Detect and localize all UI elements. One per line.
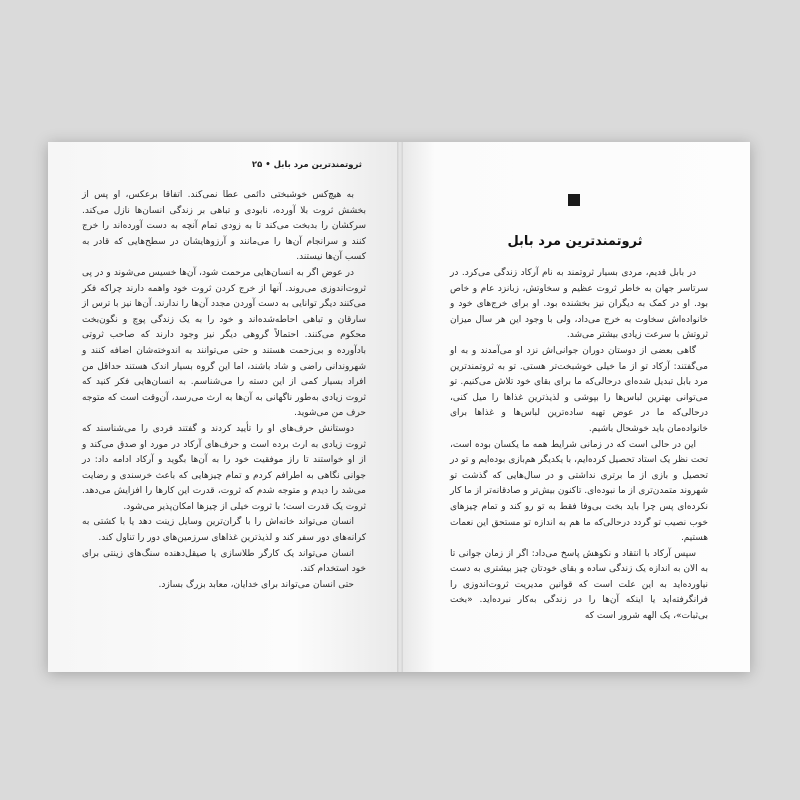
- paragraph: این در حالی است که در زمانی شرایط همه ما یکسان بوده است، تحت نظر یک استاد تحصیل کرده‌ایم، با یکدیگر هم‌بازی بوده‌ایم و تو در تحصیل و بازی از ما برتری نداشتی و در سال‌هایی که گذشت تو شهروند متمدن‌تری از ما نبوده‌ای. تاکنون بیش‌تر و صادقانه‌تر از ما کار نکرده‌ای پس چرا باید بخت بی‌وفا فقط به تو رو کند و تمام چیزهای خوب نصیب تو گردد درحالی‌که ما هم به اندازه تو مستحق این نعمات هستیم.: [450, 439, 708, 544]
- paragraph: در عوض اگر به انسان‌هایی مرحمت شود، آن‌ها خسیس می‌شوند و در پی ثروت‌اندوزی می‌روند. آنها از خرج کردن ثروت خود واهمه دارند چراکه فکر می‌کنند دیگر توانایی به دست آوردن مجدد آن‌ها را ندارند. آن‌ها نیز با ترس از سارقان و تباهی احاطه‌شده‌اند و خود را به یک زندگی پوچ و نگون‌بخت محکوم می‌کنند. احتمالاً گروهی دیگر نیز وجود دارند که صاحب ثروتی بادآورده و بی‌زحمت هستند و حتی می‌توانند به اندوخته‌شان اضافه کنند و شهروندانی راضی و شاد باشند، اما این گروه بسیار اندک هستند حداقل من افراد بسیار کمی از این دسته را می‌شناسم. به انسان‌هایی فکر کنید که ثروت زیادی به‌طور ناگهانی به آن‌ها به ارث می‌رسد، آن‌وقت است که متوجه حرف من می‌شوید.: [82, 267, 366, 419]
- paragraph: در بابل قدیم، مردی بسیار ثروتمند به نام آرکاد زندگی می‌کرد. در سرتاسر جهان به خاطر ثروت عظیم و سخاوتش، زبانزد عام و خاص بود. او در کمک به دیگران نیز بخشنده بود. او برای خرج‌های خود و خانواده‌اش سخاوت به خرج می‌داد، ولی با وجود این هر سال میزان ثروتش با سرعت زیادی بیشتر می‌شد.: [450, 268, 708, 341]
- right-page-body: [450, 266, 708, 625]
- paragraph: انسان می‌تواند یک کارگر طلاسازی یا صیقل‌دهنده سنگ‌های زینتی برای خود استخدام کند.: [82, 548, 366, 575]
- page-header: ثروتمندترین مرد بابل • ۲۵: [251, 160, 362, 170]
- open-book: [48, 142, 750, 672]
- chapter-title: ثروتمندترین مرد بابل: [507, 234, 643, 249]
- paragraph: به هیچ‌کس خوشبختی دائمی عطا نمی‌کند. اتفاقا برعکس، او پس از بخشش ثروت بلا آورده، نابودی و تباهی بر زندگی انسان‌ها نازل می‌کند. سرکشان را بدبخت می‌کند تا به زودی تمام آنچه به دست آورده‌اند را خرج کنند و سرانجام آن‌ها را می‌مانند و آرزوهایشان در سطح‌هایی که قادر به کسب آن‌ها نیستند.: [82, 190, 366, 263]
- paragraph: حتی انسان می‌تواند برای خدایان، معابد بزرگ بسازد.: [158, 579, 354, 590]
- left-page: [48, 142, 400, 672]
- chapter-square-icon: [568, 194, 580, 206]
- paragraph: انسان می‌تواند خانه‌اش را با گران‌ترین وسایل زینت دهد یا با کشتی به کرانه‌های دور سفر کند و لذیذترین غذاهای سرزمین‌های دور را تناول کند.: [82, 517, 366, 544]
- left-page-body: [82, 188, 366, 593]
- paragraph: دوستانش حرف‌های او را تأیید کردند و گفتند فردی را می‌شناسند که ثروت زیادی به ارث برده است و حرف‌های آرکاد در مورد او صدق می‌کند و از او خواستند تا راز موفقیت خود را به آن‌ها بگوید و آرکاد ادامه داد: در جوانی نگاهی به اطرافم کردم و تمام چیزهایی که باعث خرسندی و رضایت می‌شد را دیدم و متوجه شدم که ثروت، قدرت این کارها را افزایش می‌دهد. ثروت یک قدرت است؛ با ثروت خیلی از چیزها امکان‌پذیر می‌شود.: [82, 423, 366, 512]
- right-page: [400, 142, 750, 672]
- book-spine: [397, 142, 403, 672]
- paragraph: سپس آرکاد با انتقاد و نکوهش پاسخ می‌داد: اگر از زمان جوانی تا به الان به اندازه یک زندگی ساده و بقای خودتان چیز بیشتری به دست نیاورده‌اید به این علت است که قوانین مدیریت ثروت‌اندوزی را فرانگرفته‌اید یا اینکه آن‌ها را در زندگی به‌کار نبرده‌اید. «بخت بی‌ثبات»، یک الهه شرور است که: [450, 548, 708, 622]
- paragraph: گاهی بعضی از دوستان دوران جوانی‌اش نزد او می‌آمدند و به او می‌گفتند: آرکاد تو از ما خیلی خوشبخت‌تر هستی. تو به ثروتمندترین مرد بابل تبدیل شده‌ای درحالی‌که ما برای بقای خود تلاش می‌کنیم. تو می‌توانی بهترین لباس‌ها را بپوشی و لذیذترین غذاها را میل کنی، درحالی‌که ما در عوض تهیه ساده‌ترین لباس‌ها و غذاها برای خانواده‌مان باید خوشحال باشیم.: [450, 345, 708, 434]
